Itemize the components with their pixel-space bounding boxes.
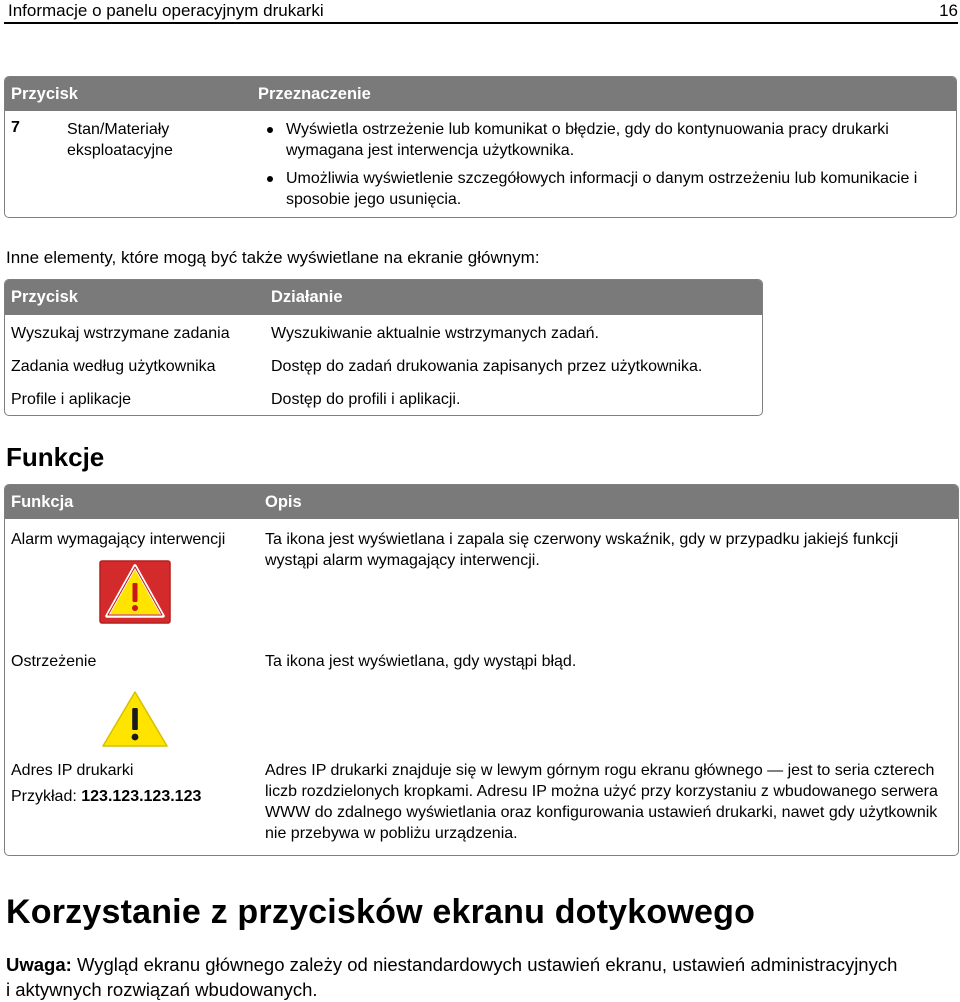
table-header-row (5, 280, 762, 315)
intro-paragraph: Inne elementy, które mogą być także wyświetlane na ekranie głównym: (6, 248, 540, 267)
row-button-name: Stan/Materiały eksploatacyjne (67, 121, 173, 159)
cell-action: Wyszukiwanie aktualnie wstrzymanych zadań. (271, 324, 599, 342)
page-number: 16 (939, 1, 958, 20)
cell-description: Ta ikona jest wyświetlana i zapala się czerwony wskaźnik, gdy w przypadku jakiejś funkcji wystąpi alarm wymagający interwencji. (265, 531, 899, 569)
cell-button: Zadania według użytkownika (11, 357, 216, 375)
table-row (5, 381, 762, 415)
function-name: Ostrzeżenie (11, 653, 97, 670)
table-row (5, 639, 958, 751)
bullet-item: Wyświetla ostrzeżenie lub komunikat o błędzie, gdy do kontynuowania pracy drukarki wymagana jest interwencja użytkownika. (258, 119, 950, 161)
table-row (5, 348, 762, 381)
example-ip-value: 123.123.123.123 (81, 788, 202, 805)
table-header-row (5, 485, 958, 519)
page-header-title: Informacje o panelu operacyjnym drukarki (8, 1, 324, 20)
buttons-purpose-table (4, 76, 957, 218)
functions-table (4, 484, 959, 856)
cell-description: Adres IP drukarki znajduje się w lewym górnym rogu ekranu głównego — jest to seria czterech liczb rozdzielonych kropkami. Adresu IP można użyć przy korzystaniu z wbudowanego serwera WWW do zdalnego wyświetlania oraz konfigurowania ustawień drukarki, nawet gdy użytkownik nie przebywa w pobliżu urządzenia. (265, 762, 938, 842)
section-heading-functions: Funkcje (6, 442, 105, 472)
other-elements-table (4, 279, 763, 416)
table-row (5, 519, 958, 639)
row-purpose (252, 111, 956, 217)
column-header-purpose: Przeznaczenie (252, 77, 956, 111)
column-header-description: Opis (259, 485, 958, 519)
table-row (5, 315, 762, 348)
cell-description: Ta ikona jest wyświetlana, gdy wystąpi błąd. (265, 653, 577, 670)
column-header-button: Przycisk (5, 280, 265, 315)
cell-button: Wyszukaj wstrzymane zadania (11, 324, 230, 342)
cell-function (5, 519, 259, 639)
note-label: Uwaga: (6, 954, 72, 975)
column-header-function: Funkcja (5, 485, 259, 519)
cell-function (5, 639, 259, 751)
note-text: Wygląd ekranu głównego zależy od niestandardowych ustawień ekranu, ustawień administracyjnych i aktywnych rozwiązań wbudowanych. (6, 954, 898, 1000)
cell-action: Dostęp do profili i aplikacji. (271, 391, 461, 409)
purpose-bullet-list (258, 119, 950, 210)
function-name: Adres IP drukarki (11, 762, 134, 779)
cell-function (5, 751, 259, 855)
column-header-action: Działanie (265, 280, 762, 315)
row-number: 7 (11, 119, 20, 136)
column-header-button: Przycisk (5, 77, 252, 111)
note-paragraph (6, 952, 906, 1002)
function-name: Alarm wymagający interwencji (11, 531, 226, 548)
bullet-item: Umożliwia wyświetlenie szczegółowych informacji o danym ostrzeżeniu lub komunikacie i sposobie jego usunięcia. (258, 168, 950, 210)
section-heading-touch-buttons: Korzystanie z przycisków ekranu dotykowego (6, 893, 756, 931)
page-header (4, 0, 958, 24)
table-row (5, 111, 956, 217)
example-label: Przykład: (11, 788, 77, 805)
table-header-row (5, 77, 956, 111)
cell-button: Profile i aplikacje (11, 391, 132, 409)
table-row (5, 751, 958, 855)
ip-example (11, 786, 253, 807)
warning-triangle-icon (101, 690, 169, 748)
cell-action: Dostęp do zadań drukowania zapisanych przez użytkownika. (271, 357, 703, 375)
alarm-warning-icon (99, 560, 171, 624)
